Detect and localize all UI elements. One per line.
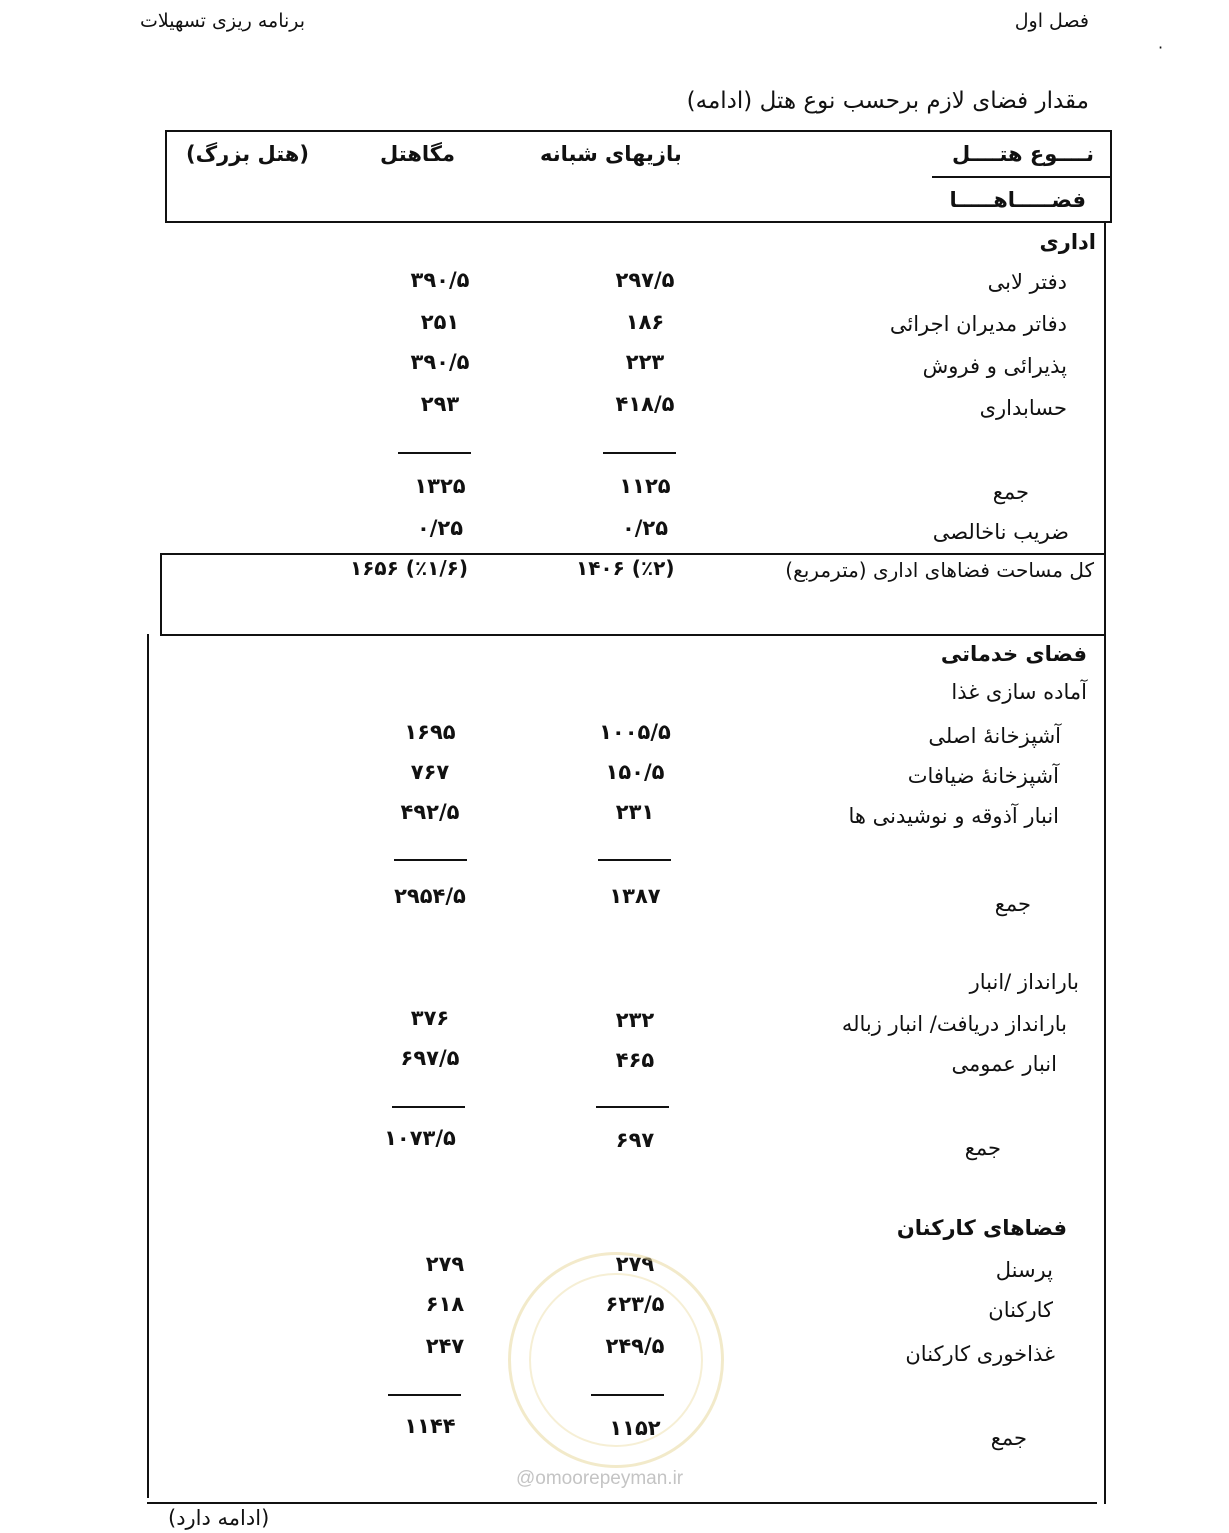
sum-rule-casino <box>598 859 671 861</box>
row-value-megahotel: ۳۹۰/۵ <box>410 268 470 292</box>
gross-factor-label: ضریب ناخالصی <box>932 520 1069 544</box>
row-value-megahotel: ۳۹۰/۵ <box>410 350 470 374</box>
watermark-url: @omoorepeyman.ir <box>516 1468 684 1489</box>
sum-value-casino: ۱۱۵۲ <box>609 1416 661 1440</box>
book-section-header: برنامه ریزی تسهیلات <box>140 10 306 32</box>
sum-rule-megahotel <box>398 452 471 454</box>
row-value-megahotel: ۱۶۹۵ <box>404 720 456 744</box>
hotel-type-head: نــــوع هتــــل <box>951 142 1094 166</box>
row-label: حسابداری <box>979 396 1067 420</box>
table-head-bottom-border <box>165 221 1112 223</box>
staff-subsection-title: فضاهای کارکنان <box>896 1216 1067 1240</box>
row-label: دفتر لابی <box>987 270 1067 294</box>
sum-value-megahotel: ۱۱۴۴ <box>404 1414 456 1438</box>
sum-label: جمع <box>990 1426 1027 1450</box>
sum-label: جمع <box>964 1136 1001 1160</box>
sum-rule-megahotel <box>394 859 467 861</box>
row-label: دفاتر مدیران اجرائی <box>889 312 1067 336</box>
admin-total-top-border <box>160 553 1106 555</box>
row-value-megahotel: ۴۹۲/۵ <box>400 800 460 824</box>
table-left-border <box>147 634 149 1498</box>
row-value-casino: ۲۷۹ <box>615 1252 655 1276</box>
row-value-casino: ۲۹۷/۵ <box>615 268 675 292</box>
row-value-megahotel: ۲۹۳ <box>420 392 460 416</box>
table-title: مقدار فضای لازم برحسب نوع هتل (ادامه) <box>686 88 1089 114</box>
row-value-megahotel: ۲۴۷ <box>425 1334 465 1358</box>
sum-label: جمع <box>994 892 1031 916</box>
table-right-border <box>1104 222 1106 1504</box>
row-label: انبار عمومی <box>951 1052 1057 1076</box>
spaces-head: فضـــــاهـــــا <box>949 188 1086 212</box>
sum-rule-casino <box>596 1106 669 1108</box>
food-subsection-title: آماده سازی غذا <box>951 680 1087 704</box>
sum-value-megahotel: ۲۹۵۴/۵ <box>394 884 466 908</box>
stray-dot: · <box>1158 38 1164 57</box>
admin-total-megahotel: (٪۱/۶) ۱۶۵۶ <box>350 556 469 580</box>
sum-rule-megahotel <box>392 1106 465 1108</box>
col-head-megahotel: مگاهتل <box>380 142 455 166</box>
table-head-left-border <box>165 130 167 222</box>
dock-subsection-title: بارانداز /انبار <box>969 970 1079 994</box>
row-label: پذیرائی و فروش <box>922 354 1067 378</box>
row-value-casino: ۲۳۱ <box>615 800 655 824</box>
row-value-casino: ۱۸۶ <box>625 310 665 334</box>
row-value-megahotel: ۷۶۷ <box>410 760 450 784</box>
sum-value-casino: ۱۱۲۵ <box>619 474 671 498</box>
row-label: پرسنل <box>995 1258 1053 1282</box>
admin-total-casino: (٪۲) ۱۴۰۶ <box>576 556 675 580</box>
row-value-casino: ۲۳۲ <box>615 1008 655 1032</box>
row-value-casino: ۶۲۳/۵ <box>605 1292 665 1316</box>
row-label: آشپزخانهٔ ضیافات <box>907 764 1059 788</box>
sum-value-casino: ۱۳۸۷ <box>609 884 661 908</box>
row-value-megahotel: ۶۱۸ <box>425 1292 465 1316</box>
row-value-megahotel: ۲۷۹ <box>425 1252 465 1276</box>
row-label: غذاخوری کارکنان <box>905 1342 1055 1366</box>
admin-section-title: اداری <box>1039 230 1096 254</box>
row-label: انبار آذوقه و نوشیدنی ها <box>848 804 1059 828</box>
row-value-megahotel: ۶۹۷/۵ <box>400 1046 460 1070</box>
watermark-seal-icon <box>508 1252 724 1468</box>
chapter-header: فصل اول <box>1014 10 1089 32</box>
sum-value-casino: ۶۹۷ <box>615 1128 655 1152</box>
table-bottom-border <box>147 1502 1097 1504</box>
sum-value-megahotel: ۱۳۲۵ <box>414 474 466 498</box>
row-value-megahotel: ۳۷۶ <box>410 1006 450 1030</box>
admin-total-label: کل مساحت فضاهای اداری (مترمربع) <box>785 558 1094 582</box>
col-head-large-hotel: (هتل بزرگ) <box>186 142 309 166</box>
head-diagonal-divider <box>932 176 1112 178</box>
admin-total-left-border <box>160 553 162 635</box>
row-value-casino: ۴۶۵ <box>615 1048 655 1072</box>
row-value-casino: ۴۱۸/۵ <box>615 392 675 416</box>
row-value-casino: ۲۴۹/۵ <box>605 1334 665 1358</box>
row-label: کارکنان <box>988 1298 1053 1322</box>
sum-label: جمع <box>992 480 1029 504</box>
service-section-title: فضای خدماتی <box>940 642 1087 666</box>
sum-value-megahotel: ۱۰۷۳/۵ <box>384 1126 456 1150</box>
row-value-casino: ۱۵۰/۵ <box>605 760 665 784</box>
row-value-megahotel: ۲۵۱ <box>420 310 460 334</box>
gross-factor-casino: ۰/۲۵ <box>621 516 669 540</box>
continued-note: (ادامه دارد) <box>168 1506 270 1530</box>
row-value-casino: ۱۰۰۵/۵ <box>599 720 671 744</box>
col-head-casino: بازیهای شبانه <box>540 142 682 166</box>
row-label: بارانداز دریافت/ انبار زباله <box>841 1012 1067 1036</box>
sum-rule-casino <box>603 452 676 454</box>
service-top-border <box>160 634 1106 636</box>
row-label: آشپزخانهٔ اصلی <box>928 724 1061 748</box>
row-value-casino: ۲۲۳ <box>625 350 665 374</box>
gross-factor-megahotel: ۰/۲۵ <box>416 516 464 540</box>
table-top-border <box>165 130 1112 132</box>
sum-rule-megahotel <box>388 1394 461 1396</box>
